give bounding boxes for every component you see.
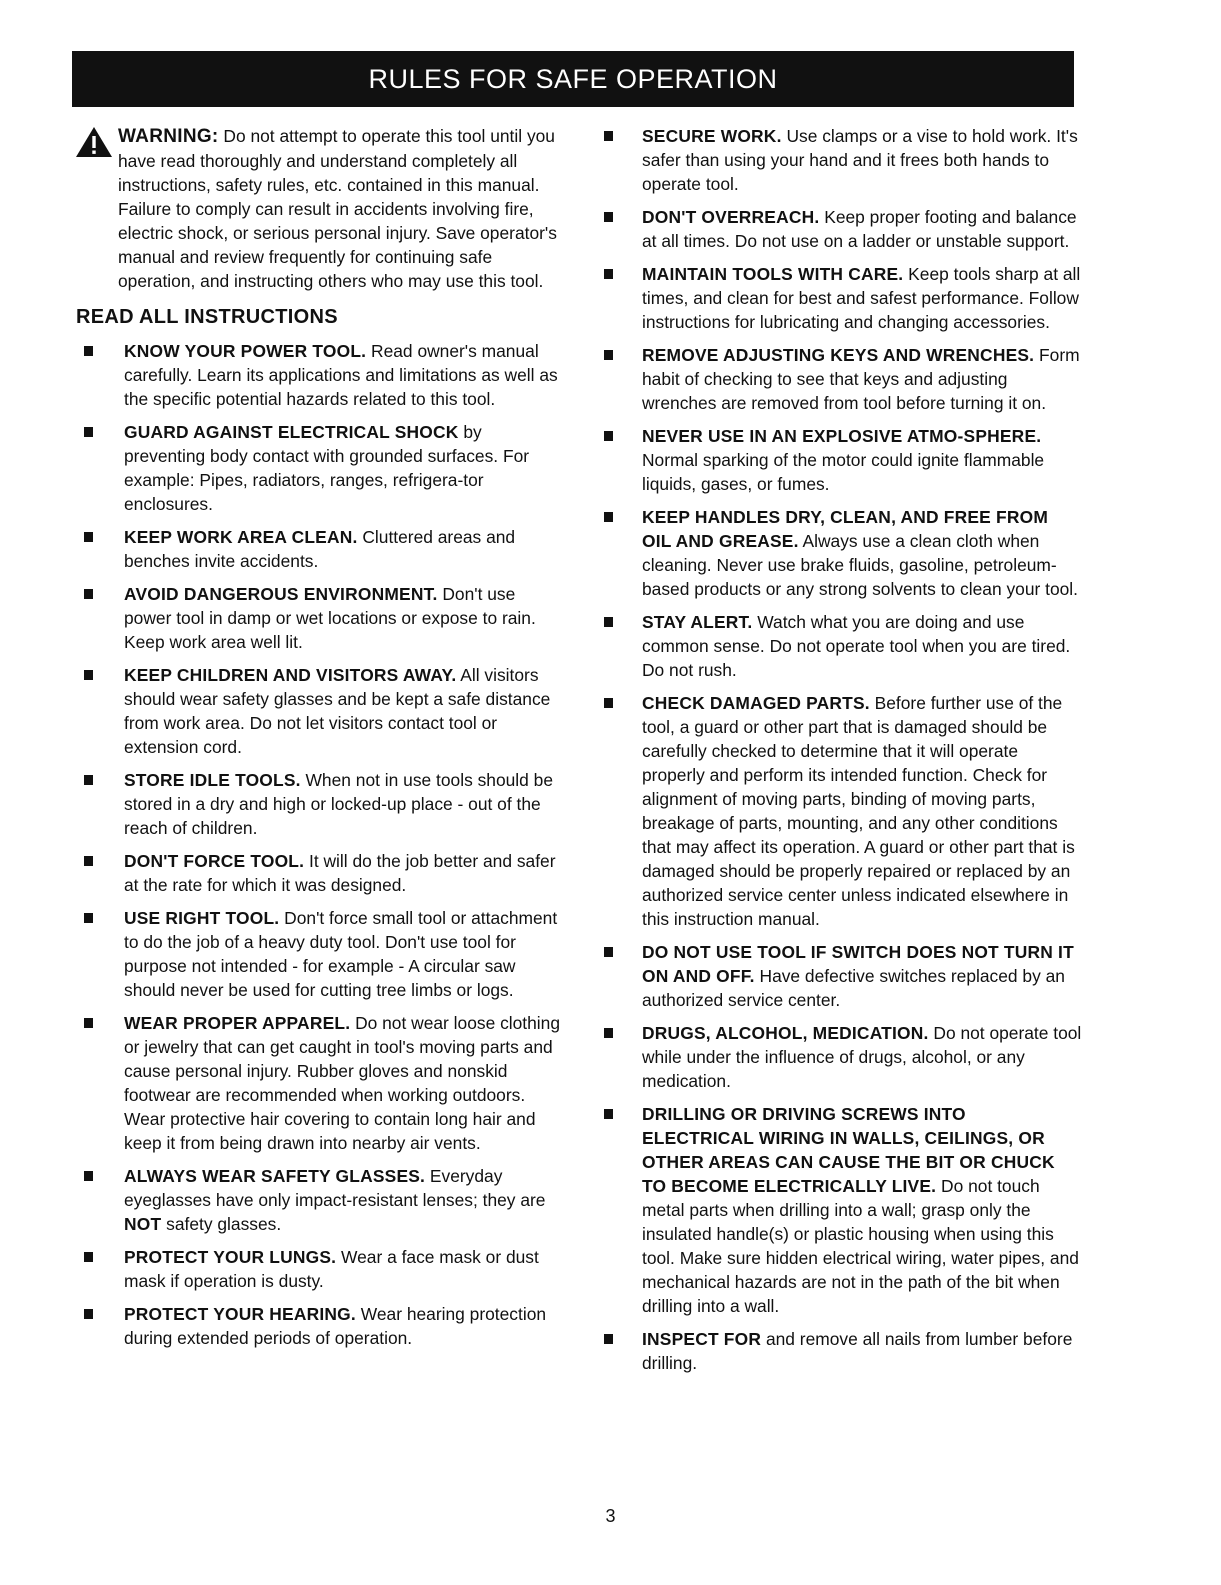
rule-title: PROTECT YOUR LUNGS.: [124, 1247, 337, 1267]
list-item: [594, 124, 1082, 196]
rule-title: ALWAYS WEAR SAFETY GLASSES.: [124, 1166, 426, 1186]
rule-title: DO NOT USE TOOL IF SWITCH DOES NOT TURN IT ON AND OFF.: [642, 942, 1074, 986]
rule-title: DON'T FORCE TOOL.: [124, 851, 305, 871]
rule-title: STORE IDLE TOOLS.: [124, 770, 301, 790]
list-item: [594, 262, 1082, 334]
square-bullet-icon: [604, 947, 613, 957]
square-bullet-icon: [84, 913, 93, 923]
page-number: 3: [605, 1506, 616, 1526]
rule-title: DRUGS, ALCOHOL, MEDICATION.: [642, 1023, 929, 1043]
list-item: [594, 691, 1082, 931]
left-column: [74, 124, 566, 1359]
rule-title: GUARD AGAINST ELECTRICAL SHOCK: [124, 422, 459, 442]
list-item: [594, 610, 1082, 682]
rule-title: INSPECT FOR: [642, 1329, 762, 1349]
square-bullet-icon: [604, 617, 613, 627]
list-item: [74, 582, 566, 654]
rule-title: USE RIGHT TOOL.: [124, 908, 280, 928]
square-bullet-icon: [604, 512, 613, 522]
square-bullet-icon: [604, 131, 613, 141]
rule-text: When not in use tools should be stored in a dry and high or locked-up place - out of the reach of children.: [124, 770, 554, 838]
square-bullet-icon: [84, 589, 93, 599]
warning-block: [74, 124, 566, 293]
rule-title: KEEP WORK AREA CLEAN.: [124, 527, 358, 547]
rule-title: KEEP HANDLES DRY, CLEAN, AND FREE FROM OIL AND GREASE.: [642, 507, 1049, 551]
list-item: [74, 1164, 566, 1236]
rule-text: Normal sparking of the motor could ignite flammable liquids, gases, or fumes.: [642, 450, 1045, 494]
list-item: [74, 525, 566, 573]
rule-title: SECURE WORK.: [642, 126, 782, 146]
list-item: [594, 205, 1082, 253]
rule-text: Do not wear loose clothing or jewelry that can get caught in tool's moving parts and cause personal injury. Rubber gloves and nonskid footwear are recommended when working outdoors. Wear protective hair covering to contain long hair and keep it from being drawn into nearby air vents.: [124, 1013, 561, 1153]
square-bullet-icon: [84, 856, 93, 866]
list-item: [74, 1011, 566, 1155]
rule-text: It will do the job better and safer at the rate for which it was designed.: [124, 851, 556, 895]
rule-text: Everyday eyeglasses have only impact-resistant lenses; they are: [124, 1166, 546, 1210]
rule-text: Always use a clean cloth when cleaning. Never use brake fluids, gasoline, petroleum-based products or any strong solvents to clean your tool.: [642, 531, 1078, 599]
rule-text: Use clamps or a vise to hold work. It's safer than using your hand and it frees both hands to operate tool.: [642, 126, 1078, 194]
section-heading: READ ALL INSTRUCTIONS: [76, 306, 338, 328]
rule-title: AVOID DANGEROUS ENVIRONMENT.: [124, 584, 438, 604]
rule-text: Keep tools sharp at all times, and clean for best and safest performance. Follow instructions for lubricating and changing accessories.: [642, 264, 1081, 332]
square-bullet-icon: [604, 1334, 613, 1344]
right-rules-list: [594, 124, 1082, 1375]
list-item: [594, 343, 1082, 415]
warning-text: Do not attempt to operate this tool until you have read thoroughly and understand completely all instructions, safety rules, etc. contained in this manual. Failure to comply can result in accidents involving fire, electric shock, or serious personal injury. Save operator's manual and review frequently for continuing safe operation, and instructing others who may use this tool.: [118, 126, 557, 291]
square-bullet-icon: [84, 670, 93, 680]
right-column: [594, 124, 1082, 1384]
square-bullet-icon: [84, 775, 93, 785]
rule-title: CHECK DAMAGED PARTS.: [642, 693, 870, 713]
square-bullet-icon: [604, 698, 613, 708]
rule-text: and remove all nails from lumber before drilling.: [642, 1329, 1073, 1373]
rule-title: DON'T OVERREACH.: [642, 207, 820, 227]
list-item: [594, 1327, 1082, 1375]
list-item: [594, 1021, 1082, 1093]
rule-text: Wear a face mask or dust mask if operation is dusty.: [124, 1247, 539, 1291]
rule-title: REMOVE ADJUSTING KEYS AND WRENCHES.: [642, 345, 1035, 365]
square-bullet-icon: [84, 1018, 93, 1028]
rule-text: Do not touch metal parts when drilling into a wall; grasp only the insulated handle(s) or plastic housing when using this tool. Make sure hidden electrical wiring, water pipes, and mechanical hazards are not in the path of the bit when drilling into a wall.: [642, 1176, 1079, 1316]
rule-text: Form habit of checking to see that keys and adjusting wrenches are removed from tool before turning it on.: [642, 345, 1080, 413]
list-item: [74, 420, 566, 516]
rule-emphasis: NOT: [124, 1214, 162, 1234]
list-item: [74, 339, 566, 411]
rule-text: Cluttered areas and benches invite accidents.: [124, 527, 516, 571]
square-bullet-icon: [84, 1252, 93, 1262]
rule-title: NEVER USE IN AN EXPLOSIVE ATMO-SPHERE.: [642, 426, 1042, 446]
square-bullet-icon: [604, 350, 613, 360]
rule-text: Read owner's manual carefully. Learn its applications and limitations as well as the specific potential hazards related to this tool.: [124, 341, 558, 409]
warning-label: WARNING:: [118, 126, 219, 147]
square-bullet-icon: [604, 212, 613, 222]
rule-text: Don't force small tool or attachment to do the job of a heavy duty tool. Don't use tool for purpose not intended - for example - A circular saw should never be used for cutting tree limbs or logs.: [124, 908, 558, 1000]
list-item: [74, 906, 566, 1002]
rule-text: Watch what you are doing and use common sense. Do not operate tool when you are tired. Do not rush.: [642, 612, 1071, 680]
rule-title: MAINTAIN TOOLS WITH CARE.: [642, 264, 904, 284]
rule-title: WEAR PROPER APPAREL.: [124, 1013, 351, 1033]
square-bullet-icon: [84, 532, 93, 542]
square-bullet-icon: [84, 346, 93, 356]
rule-title: KNOW YOUR POWER TOOL.: [124, 341, 367, 361]
rule-text: Before further use of the tool, a guard or other part that is damaged should be carefully checked to determine that it will operate properly and perform its intended function. Check for alignment of moving parts, binding of moving parts, breakage of parts, mounting, and any other conditions that may affect its operation. A guard or other part that is damaged should be properly repaired or replaced by an authorized service center unless indicated elsewhere in this instruction manual.: [642, 693, 1075, 929]
rule-title: STAY ALERT.: [642, 612, 753, 632]
section-banner: [72, 51, 1074, 107]
rule-text: by preventing body contact with grounded surfaces. For example: Pipes, radiators, ranges, refrigera-tor enclosures.: [124, 422, 530, 514]
square-bullet-icon: [604, 1109, 613, 1119]
rule-text: Do not operate tool while under the influence of drugs, alcohol, or any medication.: [642, 1023, 1082, 1091]
list-item: [594, 940, 1082, 1012]
rule-title: DRILLING OR DRIVING SCREWS INTO ELECTRICAL WIRING IN WALLS, CEILINGS, OR OTHER AREAS CAN CAUSE THE BIT OR CHUCK TO BECOME ELECTRICALLY LIVE.: [642, 1104, 1055, 1196]
page-title: RULES FOR SAFE OPERATION: [368, 63, 778, 94]
rule-title: KEEP CHILDREN AND VISITORS AWAY.: [124, 665, 457, 685]
rule-title: PROTECT YOUR HEARING.: [124, 1304, 356, 1324]
list-item: [74, 1245, 566, 1293]
rule-text-continued: safety glasses.: [161, 1214, 282, 1234]
square-bullet-icon: [84, 1309, 93, 1319]
list-item: [74, 849, 566, 897]
list-item: [594, 424, 1082, 496]
square-bullet-icon: [84, 427, 93, 437]
rule-text: Wear hearing protection during extended periods of operation.: [124, 1304, 547, 1348]
square-bullet-icon: [604, 269, 613, 279]
warning-triangle-icon: [74, 125, 114, 159]
rule-text: Have defective switches replaced by an authorized service center.: [642, 966, 1065, 1010]
list-item: [594, 1102, 1082, 1318]
left-rules-list: [74, 339, 566, 1350]
rule-text: Don't use power tool in damp or wet locations or expose to rain. Keep work area well lit.: [124, 584, 536, 652]
square-bullet-icon: [604, 431, 613, 441]
list-item: [74, 1302, 566, 1350]
square-bullet-icon: [604, 1028, 613, 1038]
list-item: [594, 505, 1082, 601]
square-bullet-icon: [84, 1171, 93, 1181]
rule-text: Keep proper footing and balance at all times. Do not use on a ladder or unstable support.: [642, 207, 1077, 251]
rule-text: All visitors should wear safety glasses and be kept a safe distance from work area. Do not let visitors contact tool or extension cord.: [124, 665, 551, 757]
list-item: [74, 663, 566, 759]
list-item: [74, 768, 566, 840]
